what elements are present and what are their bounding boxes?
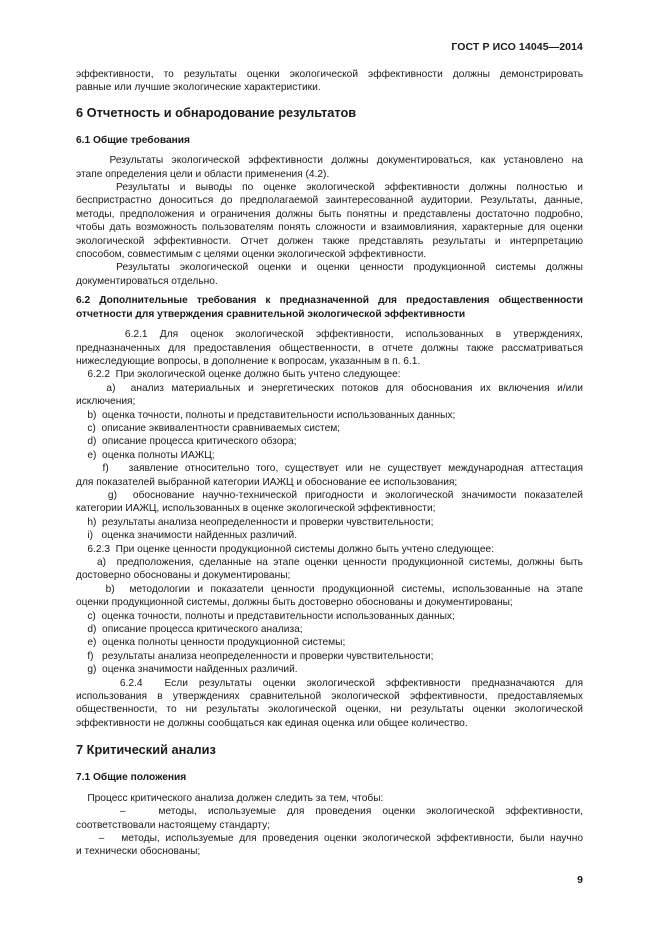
text-line: нижеследующие вопросы, в дополнение к вопросам, указанным в п. 6.1. [76,355,421,367]
text-line: g) обоснование научно-технической пригодности и экологической значимости показателей [76,489,583,501]
text-line: соответствовали настоящему стандарту; [76,819,271,831]
text-line: – методы, используемые для проведения оценки экологической эффективности, были научно [76,832,584,844]
text-line: методы, предположения и ограничения должны быть понятны и представлены достаточно подробно, [76,208,583,220]
page-number: 9 [577,874,583,886]
text-line: f) результаты анализа неопределенности и проверки чувствительности; [76,650,434,662]
text-line: и технически обоснованы; [76,846,201,858]
section-6-title: 6 Отчетность и обнародование результатов [76,104,357,120]
section-7-title: 7 Критический анализ [76,742,216,758]
section-6-2-title [76,294,583,321]
text-line: 6.2.2 При экологической оценке должно быть учтено следующее: [76,369,401,381]
section-6-1-body [76,154,583,288]
intro-line: эффективности, то результаты оценки экологической эффективности должны демонстрировать [76,69,583,80]
section-7-1-body [76,792,583,859]
text-line: d) описание процесса критического анализа; [76,624,303,636]
text-line: i) оценка значимости найденных различий. [76,530,298,542]
text-line: беспристрастно доноситься до предполагаемой заинтересованной аудитории. Результаты, данные, [76,195,583,207]
text-line: эффективности не должны сообщаться как единая оценка или общее количество. [76,717,468,729]
text-line: Процесс критического анализа должен следить за тем, чтобы: [76,792,384,804]
text-line: 6.2.1 Для оценок экологической эффективности, использованных в утверждениях, [76,329,584,341]
text-line: d) описание процесса критического обзора; [76,436,297,448]
text-line: c) описание эквивалентности сравниваемых систем; [76,422,341,434]
text-line: этапе определения цели и области применения (4.2). [76,168,330,180]
text-line: экологической эффективности. Отчет должен также представлять результаты и интерпретацию [76,235,583,247]
text-line: предназначенных для предоставления общественности, в отчете должны также рассматриваться [76,342,583,354]
text-line: 6.2.3 При оценке ценности продукционной системы должно быть учтено следующее: [76,543,495,555]
text-line: для показателей выбранной категории ИАЖЦ и обоснование ее использования; [76,476,458,488]
section-6-1-title: 6.1 Общие требования [76,134,190,146]
section-7-1-title: 7.1 Общие положения [76,772,187,784]
standard-header: ГОСТ Р ИСО 14045—2014 [451,41,583,53]
text-line: оценки продукционной системы, должны быть достоверно обоснованы и документированы; [76,597,513,609]
text-line: b) методологии и показатели ценности продукционной системы, использованные на этапе [76,583,583,595]
text-line: h) результаты анализа неопределенности и проверки чувствительности; [76,516,434,528]
text-line: Результаты экологической оценки и оценки ценности продукционной системы должны [76,262,583,274]
text-line: использования в утверждениях сравнительной экологической эффективности, предоставляемых [76,691,583,703]
text-line: e) оценка полноты ценности продукционной системы; [76,637,346,649]
page-content [76,68,583,859]
text-line: f) заявление относительно того, существует или не существует международная аттестация [76,463,583,475]
text-line: категории ИАЖЦ, использованных в оценке экологической эффективности; [76,503,436,515]
text-line: a) анализ материальных и энергетических потоков для обоснования их включения и/или [76,382,583,394]
section-6-2-title-line: отчетности для утверждения сравнительной экологической эффективности [76,308,466,320]
text-line: достоверно обоснованы и документированы; [76,570,291,582]
text-line: способом, совместимым с целями оценки экологической эффективности. [76,249,427,261]
text-line: исключения; [76,396,136,408]
text-line: общественности, то ни результаты экологической оценки, ни результаты оценки экологической [76,704,583,716]
text-line: a) предположения, сделанные на этапе оценки ценности продукционной системы, должны быть [76,557,583,568]
text-line: g) оценка значимости найденных различий. [76,664,298,676]
section-6-2-title-line: 6.2 Дополнительные требования к предназначенной для предоставления общественности [76,295,583,307]
text-line: Результаты и выводы по оценке экологической эффективности должны полностью и [76,182,583,194]
text-line: c) оценка точности, полноты и представительности использованных данных; [76,610,455,622]
text-line: Результаты экологической эффективности должны документироваться, как установлено на [76,155,583,167]
text-line: чтобы дать возможность пользователям понять сложности и взаимовлияния, характерные для оценки [76,222,583,234]
text-line: e) оценка полноты ИАЖЦ; [76,449,215,461]
text-line: b) оценка точности, полноты и представительности использованных данных; [76,409,456,421]
intro-line: равные или лучшие экологические характеристики. [76,82,321,94]
text-line: 6.2.4 Если результаты оценки экологической эффективности предназначаются для [76,677,584,689]
section-6-2-body [76,328,583,730]
text-line: – методы, используемые для проведения оценки экологической эффективности, [76,806,583,818]
text-line: документироваться отдельно. [76,275,218,287]
